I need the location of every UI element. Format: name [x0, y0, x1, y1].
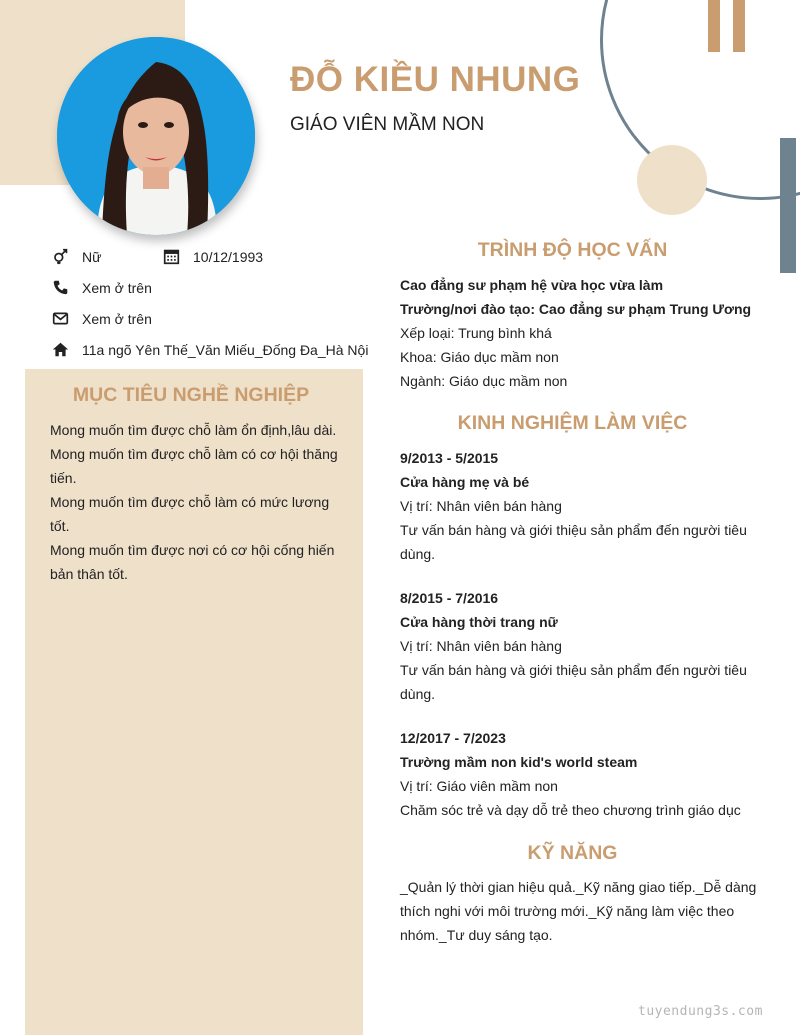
objective-line: Mong muốn tìm được chỗ làm có cơ hội thăng: [50, 446, 338, 462]
experience-position: Vị trí: Nhân viên bán hàng: [400, 498, 562, 514]
phone-row: [52, 279, 152, 296]
experience-period: 12/2017 - 7/2023: [400, 730, 506, 746]
skills-line: _Quản lý thời gian hiệu quả._Kỹ năng giao tiếp._Dễ dàng: [400, 879, 757, 895]
experience-desc: dùng.: [400, 546, 436, 562]
decor-bar: [733, 0, 745, 52]
experience-desc: dùng.: [400, 686, 436, 702]
birthdate-row: [163, 248, 263, 265]
gender-value: Nữ: [82, 248, 102, 265]
watermark: tuyendung3s.com: [638, 1004, 763, 1019]
address-row: [52, 341, 368, 358]
skills-line: thích nghi với môi trường mới._Kỹ năng làm việc theo: [400, 903, 735, 919]
objective-line: bản thân tốt.: [50, 566, 128, 582]
objective-line: Mong muốn tìm được chỗ làm có mức lương: [50, 494, 330, 510]
skills-text: [400, 875, 760, 947]
decor-dot: [637, 145, 707, 215]
skills-line: nhóm._Tư duy sáng tạo.: [400, 927, 553, 943]
education-block: [400, 273, 760, 393]
education-major: Ngành: Giáo dục mầm non: [400, 373, 568, 389]
objective-text: [50, 418, 350, 586]
address-value: 11a ngõ Yên Thế_Văn Miếu_Đống Đa_Hà Nội: [82, 341, 369, 358]
birthdate-value: 10/12/1993: [193, 248, 264, 265]
home-icon: [52, 341, 69, 358]
experience-position: Vị trí: Giáo viên mầm non: [400, 778, 558, 794]
experience-period: 9/2013 - 5/2015: [400, 450, 499, 466]
experience-desc: Chăm sóc trẻ và dạy dỗ trẻ theo chương trình giáo dục: [400, 802, 741, 818]
education-rank: Xếp loại: Trung bình khá: [400, 325, 552, 341]
education-degree: Cao đẳng sư phạm hệ vừa học vừa làm: [400, 277, 664, 293]
gender-icon: [52, 248, 69, 265]
experience-company: Cửa hàng mẹ và bé: [400, 474, 530, 490]
experience-title: KINH NGHIỆM LÀM VIỆC: [457, 412, 688, 434]
email-row: [52, 310, 152, 327]
experience-company: Cửa hàng thời trang nữ: [400, 614, 558, 630]
experience-company: Trường mầm non kid's world steam: [400, 754, 638, 770]
experience-desc: Tư vấn bán hàng và giới thiệu sản phẩm đến người tiêu: [400, 662, 747, 678]
education-school: Trường/nơi đào tạo: Cao đẳng sư phạm Trung Ương: [400, 301, 752, 317]
mail-icon: [52, 310, 69, 327]
objective-line: Mong muốn tìm được nơi có cơ hội cống hiến: [50, 542, 335, 558]
education-title: TRÌNH ĐỘ HỌC VẤN: [477, 239, 668, 261]
experience-item: [400, 586, 760, 706]
decor-side-bar: [780, 138, 796, 273]
objective-line: Mong muốn tìm được chỗ làm ổn định,lâu dài.: [50, 422, 337, 438]
job-title: GIÁO VIÊN MẦM NON: [290, 114, 485, 135]
objective-line: tiến.: [50, 470, 77, 486]
gender-row: [52, 248, 101, 265]
experience-period: 8/2015 - 7/2016: [400, 590, 499, 606]
decor-bar: [708, 0, 720, 52]
experience-item: [400, 726, 760, 822]
education-faculty: Khoa: Giáo dục mầm non: [400, 349, 559, 365]
calendar-icon: [163, 248, 180, 265]
experience-item: [400, 446, 760, 566]
objective-line: tốt.: [50, 518, 70, 534]
phone-icon: [52, 279, 69, 296]
experience-position: Vị trí: Nhân viên bán hàng: [400, 638, 562, 654]
email-value: Xem ở trên: [82, 310, 152, 327]
objective-title: MỤC TIÊU NGHỀ NGHIỆP: [72, 384, 310, 406]
experience-desc: Tư vấn bán hàng và giới thiệu sản phẩm đến người tiêu: [400, 522, 747, 538]
candidate-name: ĐỖ KIỀU NHUNG: [290, 60, 581, 99]
phone-value: Xem ở trên: [82, 279, 152, 296]
skills-title: KỸ NĂNG: [527, 842, 618, 864]
avatar: [57, 37, 255, 235]
